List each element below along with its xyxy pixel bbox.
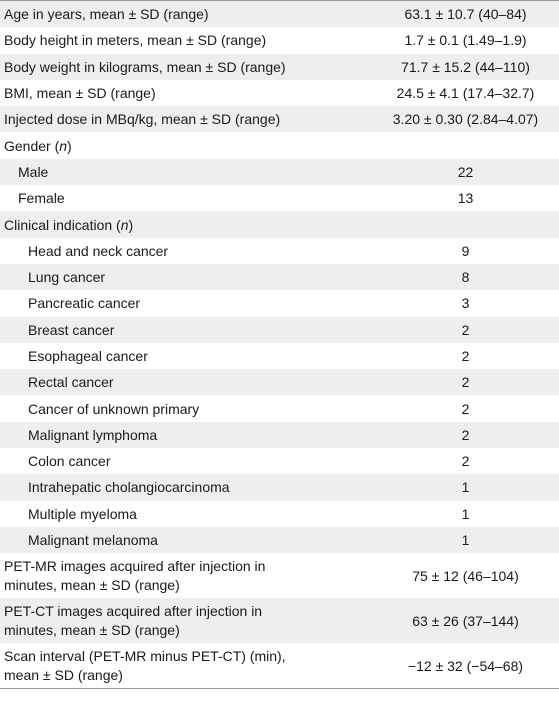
table-row [0,185,559,211]
row-value: −12 ± 32 (−54–68) [407,657,524,674]
row-value: 1 [461,479,470,496]
table-row [0,317,559,343]
row-value: 24.5 ± 4.1 (17.4–32.7) [396,85,535,102]
row-value: 1.7 ± 0.1 (1.49–1.9) [404,32,527,49]
table-row [0,369,559,395]
table-row [0,395,559,421]
row-label: Lung cancer [28,269,106,286]
row-value: 8 [461,269,470,286]
table-row [0,132,559,158]
table-row [0,264,559,290]
row-value: 71.7 ± 15.2 (44–110) [401,58,530,75]
row-label: PET-CT images acquired after injection in minutes, mean ± SD (range) [4,602,263,638]
row-label: Gender (n) [4,137,72,154]
table-row [0,238,559,264]
row-label: Injected dose in MBq/kg, mean ± SD (range) [4,111,281,128]
row-label: Rectal cancer [28,374,114,391]
row-label: Body weight in kilograms, mean ± SD (range) [4,58,286,75]
row-value: 2 [461,374,470,391]
table-row [0,527,559,553]
row-value: 63 ± 26 (37–144) [412,612,519,629]
table-row [0,448,559,474]
row-label: Clinical indication (n) [4,216,134,233]
row-label: BMI, mean ± SD (range) [4,85,156,102]
row-value: 75 ± 12 (46–104) [412,567,519,584]
row-value: 63.1 ± 10.7 (40–84) [404,6,527,23]
table-row [0,106,559,132]
row-value: 3 [461,295,470,312]
row-value: 1 [461,532,470,549]
row-label: Multiple myeloma [28,505,137,522]
table-row [0,211,559,237]
table-row [0,343,559,369]
row-label: Male [18,163,49,180]
row-label: Age in years, mean ± SD (range) [4,6,209,23]
table-row [0,290,559,316]
row-label: Head and neck cancer [28,242,169,259]
row-value: 22 [457,163,474,180]
row-label: Scan interval (PET-MR minus PET-CT) (min), mean ± SD (range) [4,647,286,683]
row-value: 2 [461,453,470,470]
row-value: 2 [461,348,470,364]
row-value: 1 [461,505,470,522]
row-label: Colon cancer [28,453,111,470]
table-row [0,422,559,448]
table-row [0,553,559,598]
row-value: 2 [461,400,470,417]
table-row [0,159,559,185]
row-value: 2 [461,426,470,443]
row-label: Esophageal cancer [28,348,148,364]
table-row [0,643,559,688]
row-value: 3.20 ± 0.30 (2.84–4.07) [392,111,539,128]
row-label: Body height in meters, mean ± SD (range) [4,32,267,49]
table-row [0,54,559,80]
row-label: Malignant lymphoma [28,426,158,443]
table-row [0,80,559,106]
row-label: Cancer of unknown primary [28,400,200,417]
row-label: Female [18,190,65,207]
table-row [0,27,559,53]
table-row [0,501,559,527]
row-label: Intrahepatic cholangiocarcinoma [28,479,230,496]
row-value: 9 [461,242,470,259]
row-label: Pancreatic cancer [28,295,141,312]
table-row [0,598,559,643]
table-row [0,1,559,27]
row-label: Breast cancer [28,321,115,338]
row-value: 2 [461,321,470,338]
row-label: PET-MR images acquired after injection in minutes, mean ± SD (range) [4,557,266,593]
table-row [0,474,559,500]
row-value: 13 [457,190,474,207]
row-label: Malignant melanoma [28,532,158,549]
